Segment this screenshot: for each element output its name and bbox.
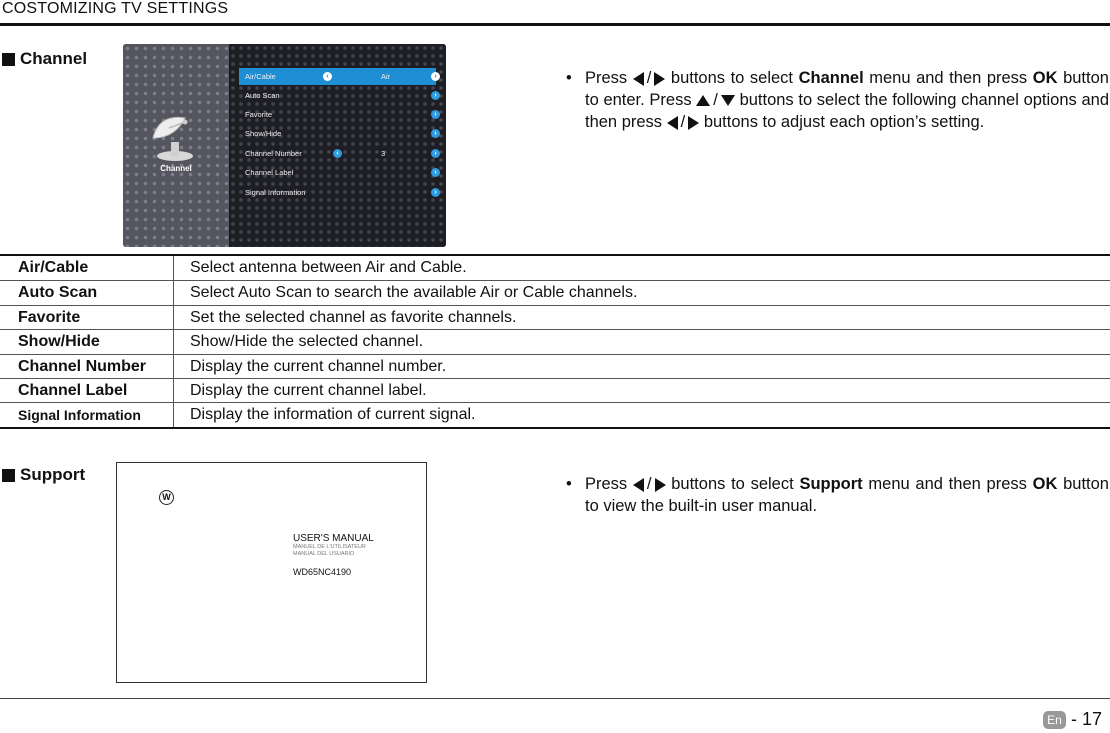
menu-item-label: Auto Scan (245, 91, 280, 100)
page-title: COSTOMIZING TV SETTINGS (2, 0, 229, 17)
table-row (0, 402, 1110, 426)
menu-item[interactable] (239, 145, 436, 162)
chevron-right-icon[interactable]: › (431, 149, 440, 158)
chevron-right-icon[interactable]: › (431, 72, 440, 81)
menu-item-label: Favorite (245, 110, 273, 119)
manual-title: USER'S MANUAL (293, 533, 374, 544)
table-row (0, 280, 1110, 304)
option-description: Display the information of current signal. (190, 406, 476, 424)
up-arrow-icon (696, 95, 710, 106)
manual-subtitle-es: MANUAL DEL USUARIO (293, 551, 355, 557)
menu-item-value: Air (381, 72, 391, 81)
menu-item-label: Show/Hide (245, 129, 282, 138)
menu-item[interactable] (239, 106, 436, 123)
menu-item-label: Signal Information (245, 188, 306, 197)
option-term: Air/Cable (18, 259, 89, 276)
option-description: Display the current channel number. (190, 357, 447, 375)
option-term: Signal Information (18, 407, 141, 424)
option-term: Favorite (18, 308, 81, 326)
right-arrow-icon (688, 116, 699, 130)
manual-subtitle-fr: MANUEL DE L'UTILISATEUR (293, 544, 366, 550)
model-number: WD65NC4190 (293, 567, 352, 577)
language-badge: En (1043, 711, 1066, 729)
chevron-right-icon[interactable]: › (431, 110, 440, 119)
option-description: Set the selected channel as favorite channels. (190, 308, 517, 326)
right-arrow-icon (655, 478, 666, 492)
satellite-dish-icon (145, 112, 205, 164)
channel-menu-screenshot (123, 44, 446, 247)
menu-item-label: Channel Label (245, 168, 294, 177)
user-manual-screenshot (116, 462, 427, 683)
option-term: Channel Label (18, 381, 128, 399)
menu-item[interactable] (239, 184, 436, 201)
channel-section-label: Channel (2, 49, 87, 69)
brand-logo-icon: W (159, 490, 174, 505)
page-number: - 17 (1071, 709, 1103, 729)
page-header (0, 0, 1110, 26)
option-description: Select antenna between Air and Cable. (190, 259, 467, 276)
chevron-left-icon[interactable]: ‹ (333, 149, 342, 158)
chevron-right-icon[interactable]: › (431, 188, 440, 197)
chevron-right-icon[interactable]: › (431, 91, 440, 100)
option-term: Auto Scan (18, 284, 98, 302)
menu-item-value: 3 (381, 149, 386, 158)
footer-divider (0, 698, 1110, 699)
chevron-right-icon[interactable]: › (431, 129, 440, 138)
table-row (0, 354, 1110, 378)
option-description: Display the current channel label. (190, 381, 427, 399)
channel-left-panel (123, 44, 229, 247)
table-row (0, 329, 1110, 353)
option-term: Channel Number (18, 357, 147, 375)
right-arrow-icon (654, 72, 665, 86)
chevron-right-icon[interactable]: › (431, 168, 440, 177)
support-section-label: Support (2, 465, 85, 485)
table-row (0, 378, 1110, 402)
option-description: Show/Hide the selected channel. (190, 333, 424, 351)
option-term: Show/Hide (18, 333, 100, 351)
menu-item[interactable] (239, 125, 436, 142)
square-bullet-icon (2, 53, 15, 66)
channel-options-table (0, 254, 1110, 429)
menu-item-label: Channel Number (245, 149, 302, 158)
square-bullet-icon (2, 469, 15, 482)
table-row (0, 256, 1110, 280)
down-arrow-icon (721, 95, 735, 106)
option-description: Select Auto Scan to search the available Air or Cable channels. (190, 284, 638, 302)
menu-item[interactable] (239, 68, 436, 85)
menu-item-label: Air/Cable (245, 72, 276, 81)
left-arrow-icon (633, 478, 644, 492)
channel-caption: Channel (160, 164, 192, 173)
support-instruction: • Press / buttons to select Support menu and then press OK button to view the built-in user manual. (566, 475, 1109, 515)
left-arrow-icon (633, 72, 644, 86)
table-row (0, 305, 1110, 329)
left-arrow-icon (667, 116, 678, 130)
channel-instruction: • Press / buttons to select Channel menu and then press OK button to enter. Press / buttons to select the following channel options and then press / buttons to adjust each option’s setting. (566, 69, 1109, 131)
chevron-left-icon[interactable]: ‹ (323, 72, 332, 81)
menu-item[interactable] (239, 87, 436, 104)
menu-item[interactable] (239, 164, 436, 181)
